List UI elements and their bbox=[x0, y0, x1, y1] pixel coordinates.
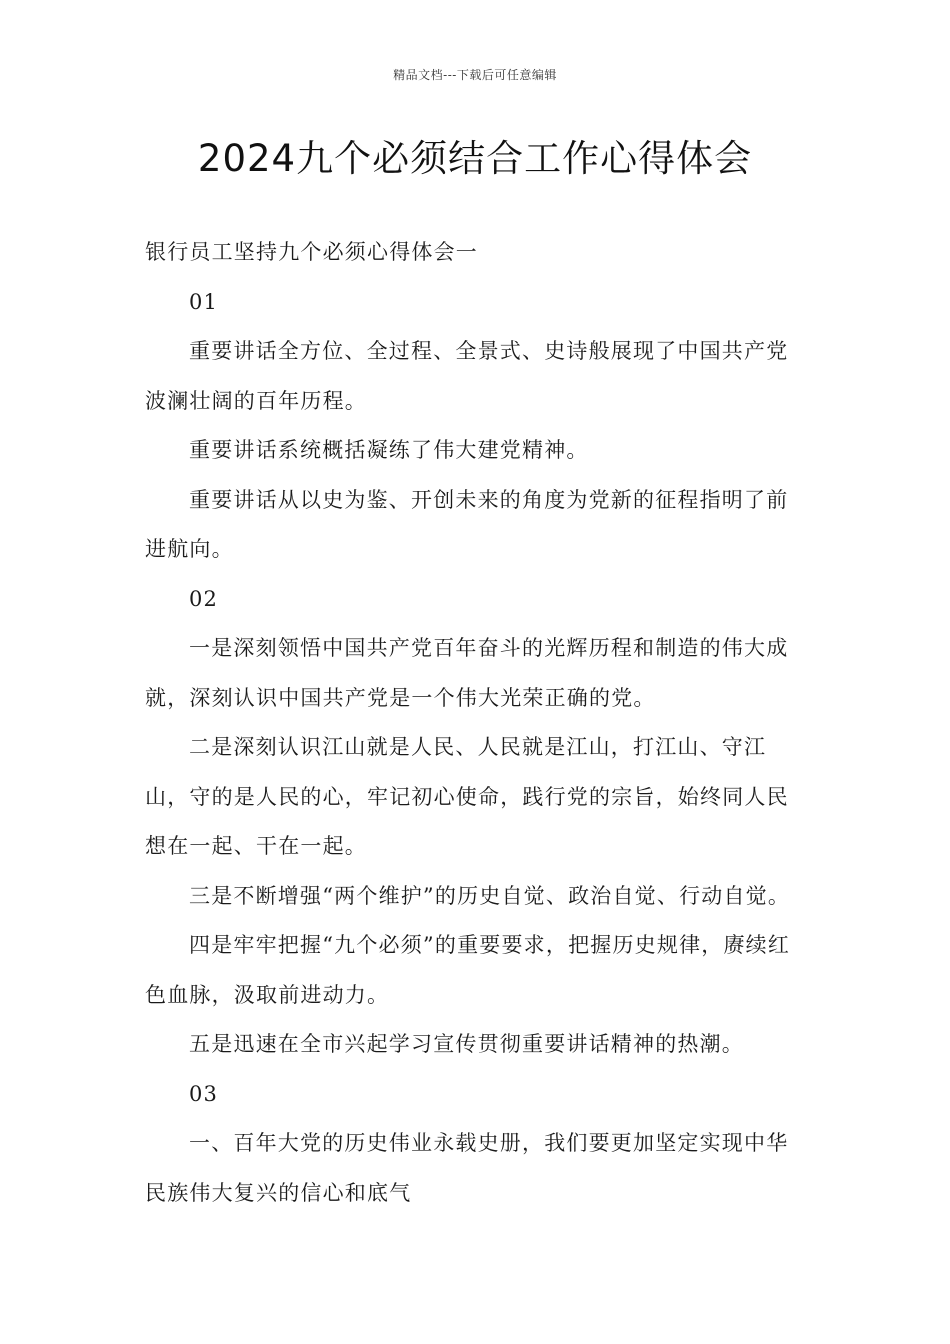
section-number: 03 bbox=[189, 1081, 219, 1106]
section-number: 02 bbox=[189, 586, 219, 611]
paragraph: 重要讲话从以史为鉴、开创未来的角度为党新的征程指明了前进航向。 bbox=[145, 487, 789, 561]
paragraph: 四是牢牢把握“九个必须”的重要要求，把握历史规律，赓续红色血脉，汲取前进动力。 bbox=[145, 933, 791, 1007]
document-title: 2024九个必须结合工作心得体会 bbox=[197, 137, 753, 180]
section-number: 01 bbox=[189, 289, 219, 314]
paragraph: 一是深刻领悟中国共产党百年奋斗的光辉历程和制造的伟大成就，深刻认识中国共产党是一个伟大光荣正确的党。 bbox=[145, 636, 789, 710]
header-note: 精品文档---下载后可任意编辑 bbox=[393, 68, 557, 82]
paragraph-subtitle: 银行员工坚持九个必须心得体会一 bbox=[145, 240, 478, 264]
paragraph: 三是不断增强“两个维护”的历史自觉、政治自觉、行动自觉。 bbox=[189, 883, 791, 908]
paragraph: 重要讲话系统概括凝练了伟大建党精神。 bbox=[189, 438, 589, 462]
paragraph: 一、百年大党的历史伟业永载史册，我们要更加坚定实现中华民族伟大复兴的信心和底气 bbox=[145, 1131, 789, 1205]
paragraph: 二是深刻认识江山就是人民、人民就是江山，打江山、守江山，守的是人民的心，牢记初心使命，践行党的宗旨，始终同人民想在一起、干在一起。 bbox=[145, 735, 789, 858]
paragraph: 五是迅速在全市兴起学习宣传贯彻重要讲话精神的热潮。 bbox=[189, 1032, 744, 1056]
paragraph: 重要讲话全方位、全过程、全景式、史诗般展现了中国共产党波澜壮阔的百年历程。 bbox=[145, 339, 789, 413]
document-body bbox=[145, 228, 810, 1218]
